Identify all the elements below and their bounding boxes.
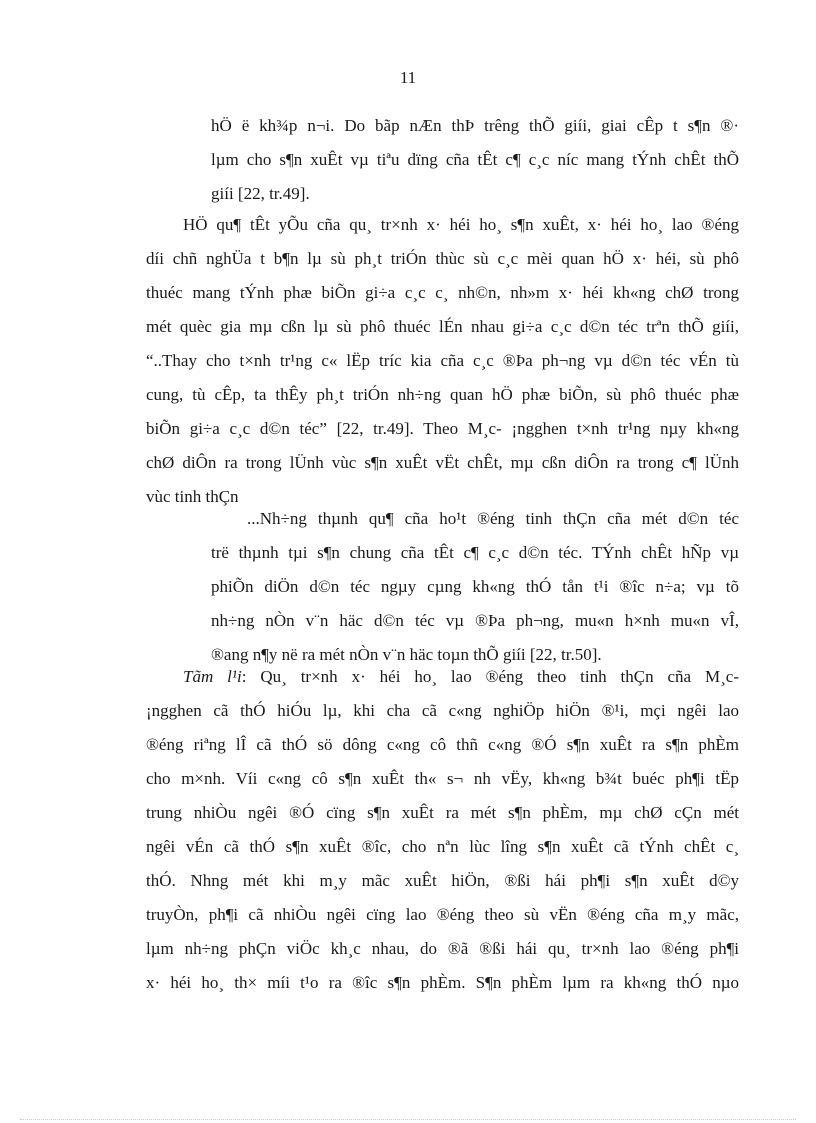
quote-line: trë thµnh tµi s¶n chung cña tÊt c¶ c¸c d©n téc. TÝnh chÊt hÑp vµ [211,543,739,562]
paragraph-line: HÖ qu¶ tÊt yÕu cña qu¸ tr×nh x· héi ho¸ s¶n xuÊt, x· héi ho¸ lao ®éng [183,215,739,234]
paragraph-line: vùc tinh thÇn [146,487,239,506]
block-quote-1 [211,109,739,211]
paragraph-line: chØ diÔn ra trong lÜnh vùc s¶n xuÊt vËt chÊt, mµ cßn diÔn ra trong c¶ lÜnh [146,453,739,472]
quote-line: giíi [22, tr.49]. [211,184,310,203]
paragraph-first-line [146,660,739,694]
quote-line: hÖ ë kh¾p n¬i. Do bãp nÆn thÞ trêng thÕ giíi, giai cÊp t s¶n ®· [211,116,739,135]
paragraph-line: cung, tù cÊp, ta thÊy ph¸t triÓn nh÷ng quan hÖ phæ biÕn, sù phô thuéc phæ [146,385,739,404]
paragraph-line: díi chñ nghÜa t b¶n lµ sù ph¸t triÓn thùc sù c¸c mèi quan hÖ x· héi, sù phô [146,249,739,268]
quote-line: ...Nh÷ng thµnh qu¶ cña ho¹t ®éng tinh thÇn cña mét d©n téc [247,509,739,528]
paragraph-line: mét quèc gia mµ cßn lµ sù phô thuéc lÉn nhau gi÷a c¸c d©n téc trªn thÕ giíi, [146,317,739,336]
quote-line: lµm cho s¶n xuÊt vµ tiªu dïng cña tÊt c¶ c¸c níc mang tÝnh chÊt thÕ [211,150,739,169]
page-bottom-rule [20,1119,796,1120]
quote-line: ®ang n¶y në ra mét nÒn v¨n häc toµn thÕ giíi [22, tr.50]. [211,645,602,664]
paragraph-line: thÓ. Nhng mét khi m¸y mãc xuÊt hiÖn, ®ßi hái ph¶i s¶n xuÊt d©y [146,871,739,890]
paragraph-1 [146,208,739,514]
summary-lead-text: Tãm l¹i [183,667,242,686]
paragraph-line: truyÒn, ph¶i cã nhiÒu ngêi cïng lao ®éng theo sù vËn ®éng cña m¸y mãc, [146,905,739,924]
paragraph-2 [146,660,739,1000]
paragraph-line: “..Thay cho t×nh tr¹ng c« lËp tríc kia cña c¸c ®Þa ph¬ng vµ d©n téc vÉn tù [146,351,739,370]
paragraph-line: cho m×nh. Víi c«ng cô s¶n xuÊt th« s¬ nh vËy, kh«ng b¾t buéc ph¶i tËp [146,769,739,788]
paragraph-line: ngêi vÉn cã thÓ s¶n xuÊt ®îc, cho nªn lùc lîng s¶n xuÊt cã tÝnh chÊt c¸ [146,837,739,856]
quote-line: nh÷ng nÒn v¨n häc d©n téc vµ ®Þa ph¬ng, mu«n h×nh mu«n vÎ, [211,611,739,630]
paragraph-line: thuéc mang tÝnh phæ biÕn gi÷a c¸c c¸ nh©n, nh»m x· héi kh«ng chØ trong [146,283,739,302]
paragraph-line: ¡ngghen cã thÓ hiÓu lµ, khi cha cã c«ng nghiÖp hiÖn ®¹i, mçi ngêi lao [146,701,739,720]
paragraph-line: ®éng riªng lÎ cã thÓ sö dông c«ng cô thñ c«ng ®Ó s¶n xuÊt ra s¶n phÈm [146,735,739,754]
paragraph-line: biÕn gi÷a c¸c d©n téc” [22, tr.49]. Theo M¸c- ¡ngghen t×nh tr¹ng nµy kh«ng [146,419,739,438]
paragraph-line: x· héi ho¸ th× míi t¹o ra ®îc s¶n phÈm. S¶n phÈm lµm ra kh«ng thÓ nµo [146,973,739,992]
block-quote-2 [211,502,739,672]
paragraph-line: lµm nh÷ng phÇn viÖc kh¸c nhau, do ®ã ®ßi hái qu¸ tr×nh lao ®éng ph¶i [146,939,739,958]
quote-line: phiÕn diÖn d©n téc ngµy cµng kh«ng thÓ tån t¹i ®îc n÷a; vµ tõ [211,577,739,596]
page-number: 11 [399,68,417,87]
paragraph-line: trung nhiÒu ngêi ®Ó cïng s¶n xuÊt ra mét s¶n phÈm, mµ chØ cÇn mét [146,803,739,822]
summary-lead-rest: : Qu¸ tr×nh x· héi ho¸ lao ®éng theo tinh thÇn cña M¸c- [241,667,739,686]
